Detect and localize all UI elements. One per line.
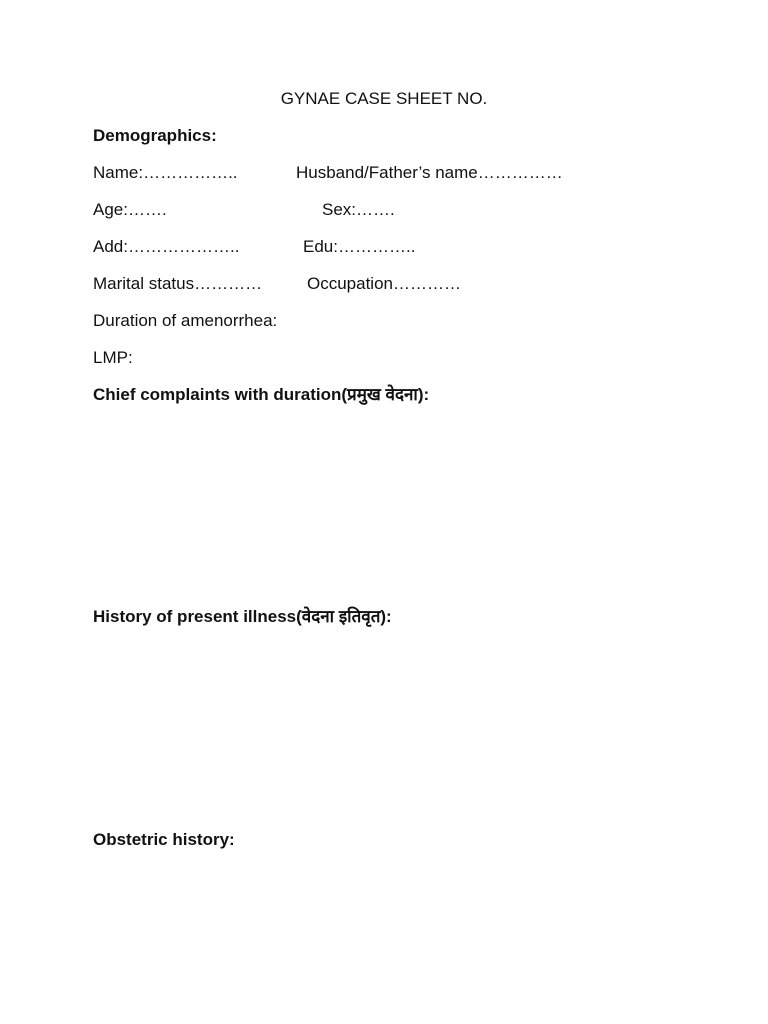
age-field-label: Age:……. (93, 200, 167, 219)
amenorrhea-duration-label: Duration of amenorrhea: (93, 311, 278, 330)
obstetric-history-heading: Obstetric history: (93, 830, 235, 849)
sex-field-label: Sex:……. (322, 200, 395, 219)
name-field-label: Name:…………….. (93, 163, 238, 182)
address-field-label: Add:……………….. (93, 237, 240, 256)
husband-name-field-label: Husband/Father’s name…………… (296, 163, 563, 182)
marital-status-field-label: Marital status………… (93, 274, 263, 293)
present-illness-heading: History of present illness(वेदना इतिवृत): (93, 607, 392, 626)
lmp-label: LMP: (93, 348, 133, 367)
occupation-field-label: Occupation………… (307, 274, 461, 293)
demographics-heading: Demographics: (93, 126, 217, 145)
education-field-label: Edu:………….. (303, 237, 416, 256)
page-title: GYNAE CASE SHEET NO. (280, 89, 488, 108)
chief-complaints-heading: Chief complaints with duration(प्रमुख वेदना): (93, 385, 430, 404)
